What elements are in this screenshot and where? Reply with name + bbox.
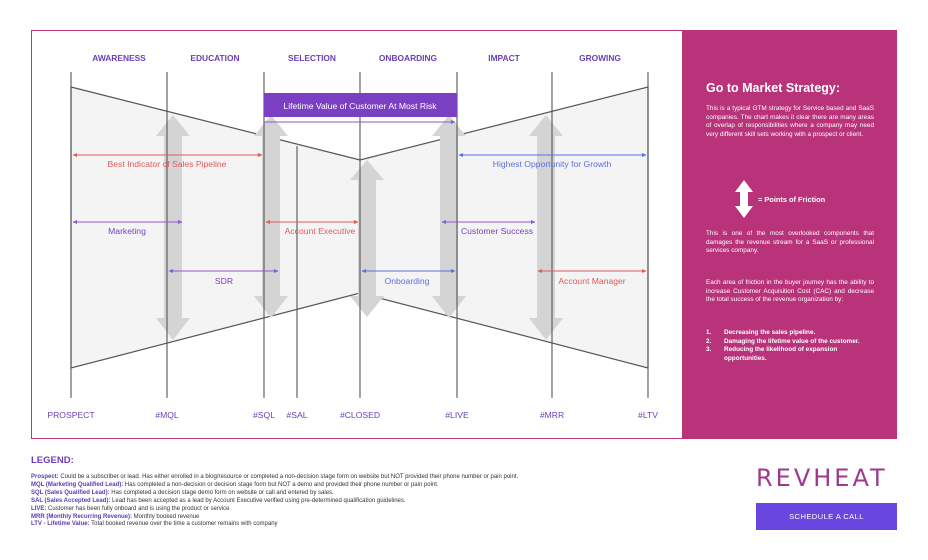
label-customer-success: Customer Success: [460, 226, 534, 236]
milestone-mql: #MQL: [155, 410, 179, 420]
legend-title: LEGEND:: [31, 455, 74, 466]
label-sdr: SDR: [214, 276, 234, 286]
label-onboarding: Onboarding: [384, 276, 430, 286]
list-item: 1. Decreasing the sales pipeline.: [706, 329, 816, 336]
milestone-prospect: PROSPECT: [47, 410, 95, 420]
list-item: 3. Reducing the likelihood of expansion opportunities.: [706, 346, 838, 362]
strategy-list: [706, 329, 874, 363]
strategy-title: Go to Market Strategy:: [706, 81, 841, 95]
list-item: 2. Damaging the lifetime value of the customer.: [706, 337, 860, 345]
legend: [31, 474, 518, 529]
label-sales-pipeline: Best Indicator of Sales Pipeline: [107, 159, 227, 169]
milestone-ltv: #LTV: [638, 410, 658, 420]
milestone-closed: #CLOSED: [339, 410, 381, 420]
strategy-intro: This is a typical GTM strategy for Service based and SaaS companies. The chart makes it clear there are many areas of overlap of responsibilities where a company may need very different skill sets working with a prospect or client.: [706, 105, 874, 138]
revheat-logo: REVHEAT: [756, 464, 888, 492]
stage-awareness: AWARENESS: [92, 53, 146, 63]
label-marketing: Marketing: [108, 226, 146, 236]
friction-key: [734, 180, 825, 218]
strategy-p3: Each area of friction in the buyer journey has the ability to increase Customer Acquisition Cost (CAC) and decrease the total success of the revenue organization by:: [706, 279, 874, 304]
strategy-p2: This is one of the most overlooked components that damages the revenue stream for a SaaS or professional services company.: [706, 230, 874, 255]
stage-onboarding: ONBOARDING: [378, 53, 438, 63]
legend-item: MRR (Monthly Recurring Revenue): Monthly booked revenue: [31, 513, 200, 520]
stage-selection: SELECTION: [288, 53, 336, 63]
label-account-executive: Account Executive: [284, 226, 356, 236]
legend-item: SQL (Sales Qualified Lead): Has completed a decision stage demo form on website or call and entered by sales.: [31, 489, 334, 496]
legend-item: LIVE: Customer has been fully onboard and is using the product or service: [31, 505, 230, 512]
stage-growing: GROWING: [579, 53, 621, 63]
friction-arrow-icon: [734, 180, 754, 218]
milestone-sql: #SQL: [253, 410, 275, 420]
milestone-mrr: #MRR: [539, 410, 565, 420]
risk-banner-text: Lifetime Value of Customer At Most Risk: [283, 101, 437, 111]
label-growth: Highest Opportunity for Growth: [492, 159, 612, 169]
stage-impact: IMPACT: [488, 53, 520, 63]
schedule-call-button[interactable]: SCHEDULE A CALL: [756, 503, 897, 530]
legend-item: MQL (Marketing Qualified Lead): Has completed a non-decision or decision stage form but NOT a demo and provided their phone number or pain point.: [31, 481, 439, 488]
legend-item: SAL (Sales Accepted Lead): Lead has been accepted as a lead by Account Executive verified using pre-determined qualification guidelines.: [31, 497, 406, 504]
legend-item: Prospect: Could be a subscriber or lead. Has either enrolled in a blog/resource or completed a non-decision stage form on website but NOT provided their phone number or pain point.: [31, 474, 519, 480]
strategy-panel: [682, 30, 897, 439]
stage-education: EDUCATION: [190, 53, 240, 63]
milestone-sal: #SAL: [286, 410, 308, 420]
label-account-manager: Account Manager: [558, 276, 626, 286]
friction-key-label: = Points of Friction: [758, 194, 826, 204]
milestone-live: #LIVE: [445, 410, 469, 420]
legend-item: LTV - Lifetime Value: Total booked revenue over the time a customer remains with company: [31, 521, 278, 528]
